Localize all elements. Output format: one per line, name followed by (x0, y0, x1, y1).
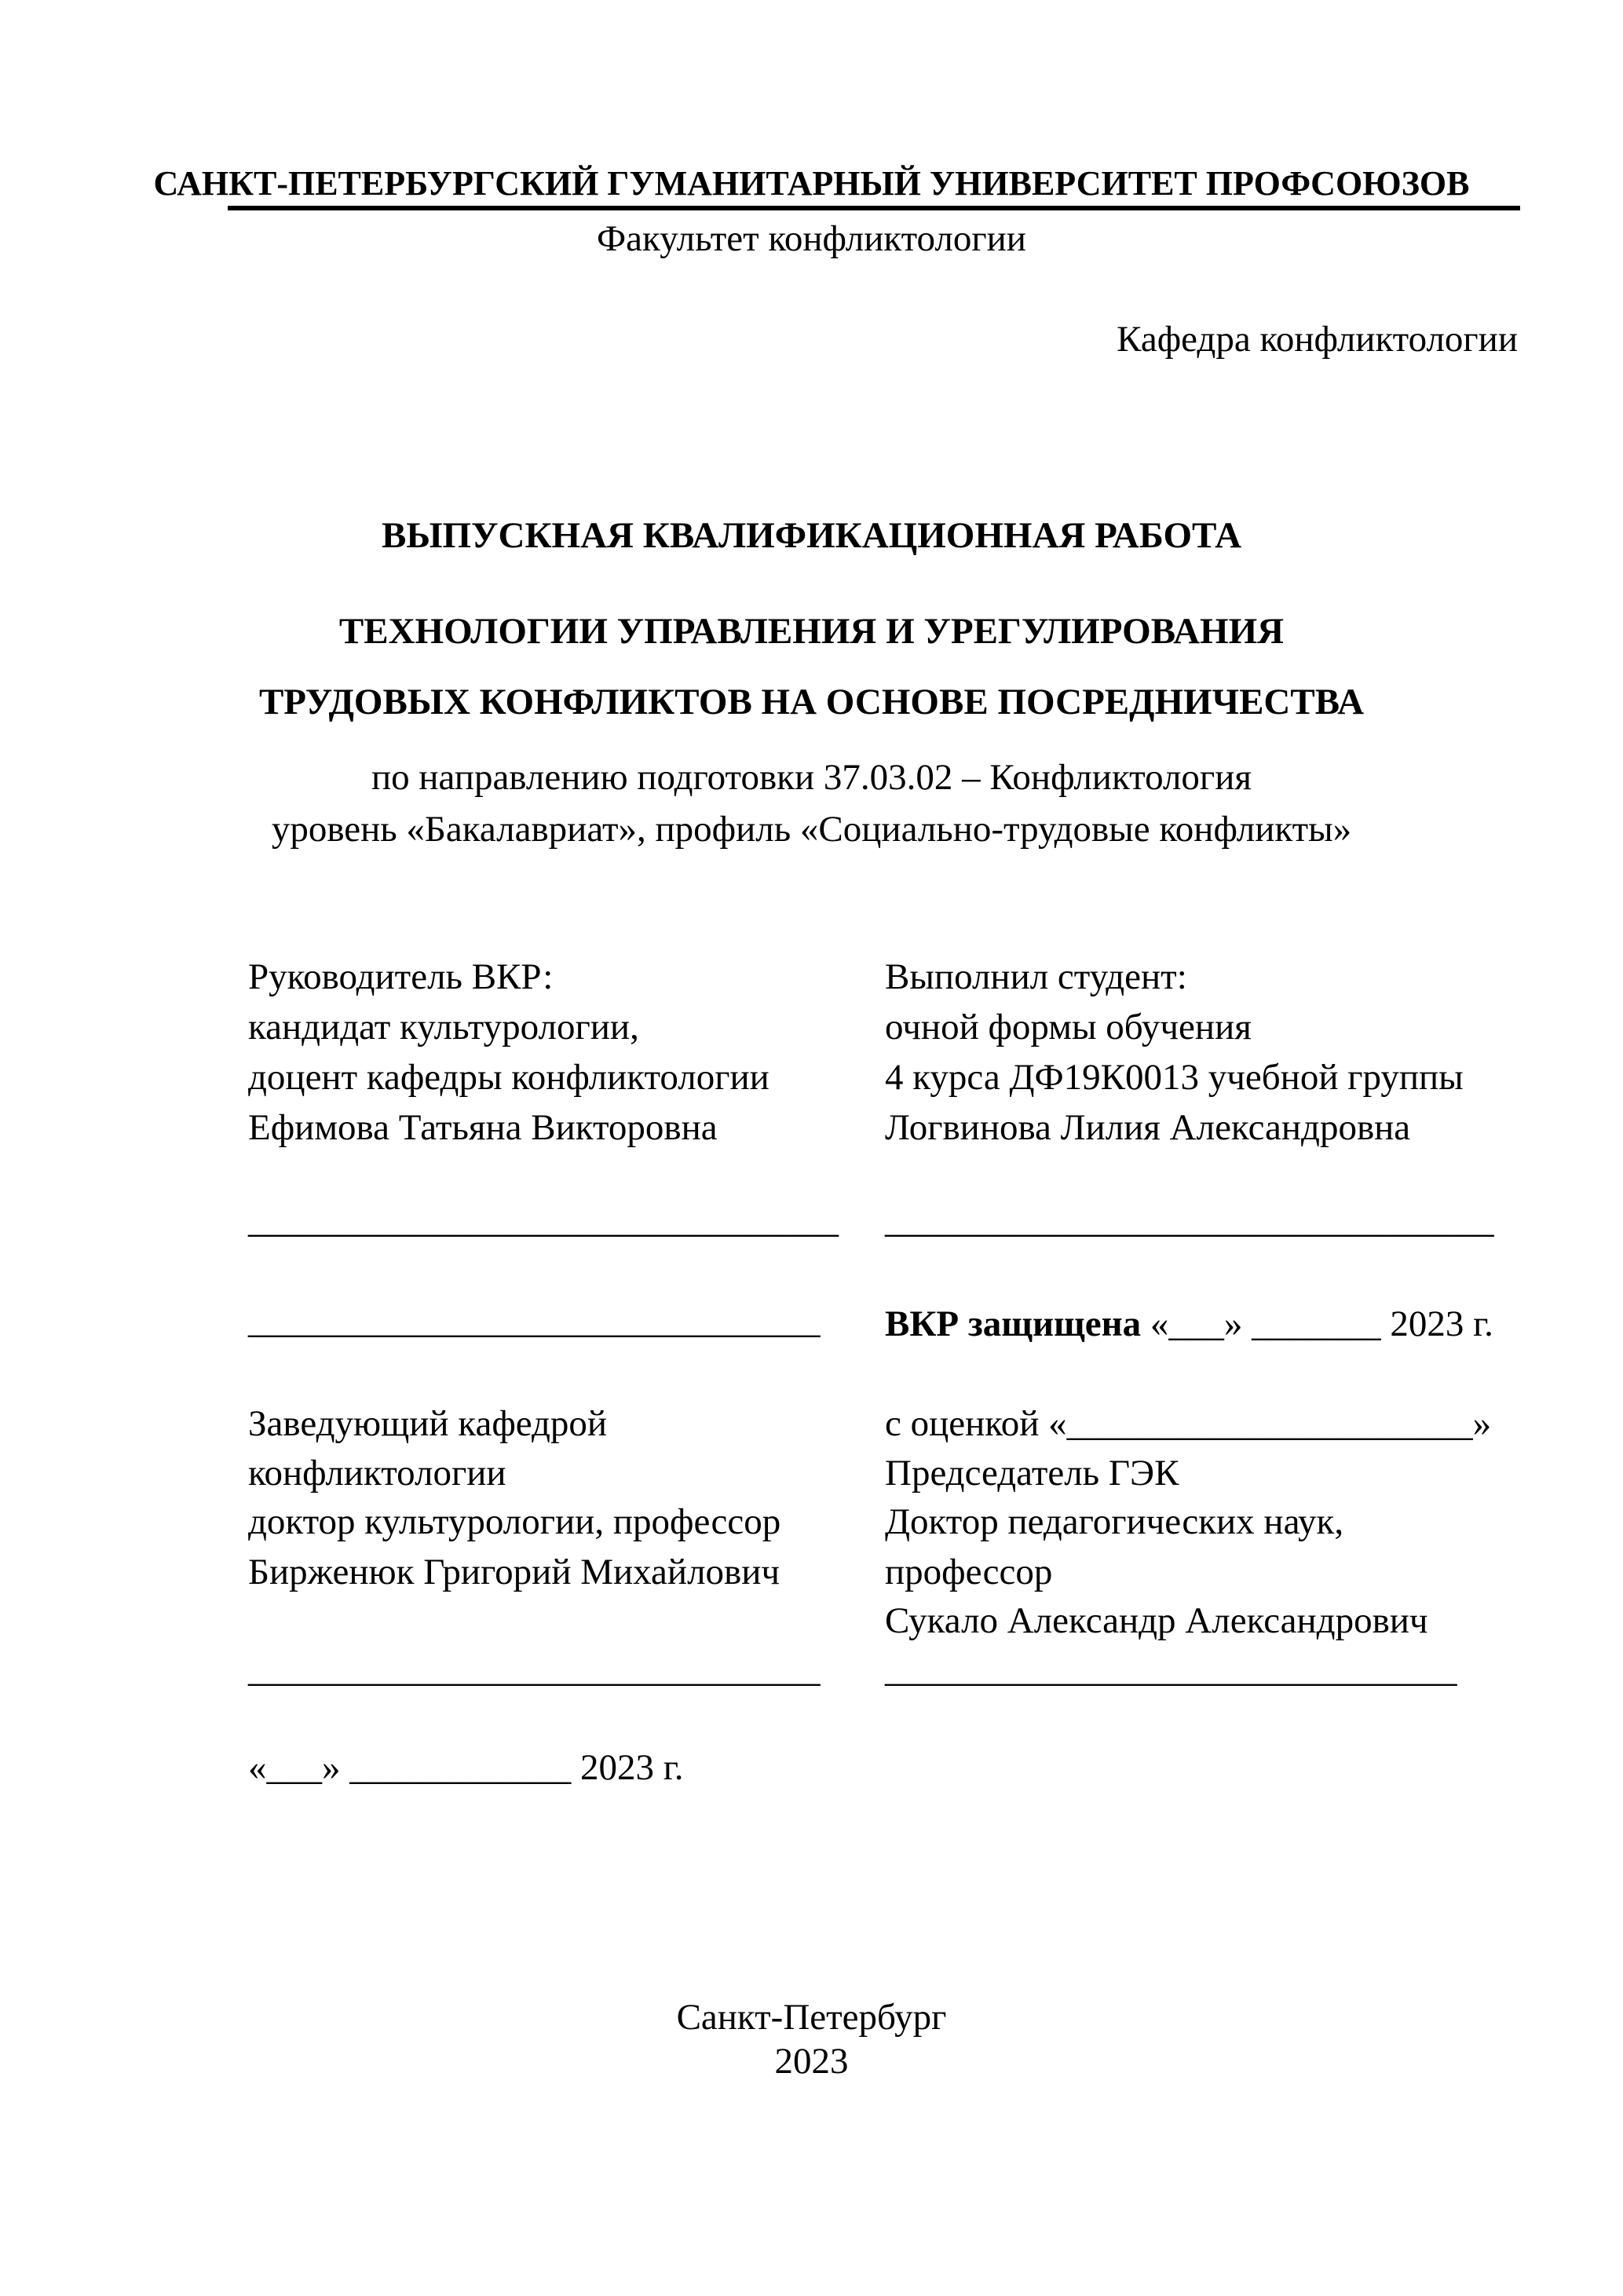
header-divider (228, 206, 1520, 210)
title-line-2: ТРУДОВЫХ КОНФЛИКТОВ НА ОСНОВЕ ПОСРЕДНИЧЕСТВА (258, 682, 1365, 722)
student-line: очной формы обучения (885, 1007, 1252, 1047)
work-type: ВЫПУСКНАЯ КВАЛИФИКАЦИОННАЯ РАБОТА (381, 515, 1242, 556)
student-name: Логвинова Лилия Александровна (885, 1107, 1411, 1148)
faculty-name: Факультет конфликтологии (597, 218, 1026, 259)
defense-date-row (885, 1299, 1493, 1349)
head-line: Заведующий кафедрой (248, 1403, 608, 1444)
head-date: «___» ____________ 2023 г. (248, 1747, 684, 1788)
defense-date: «___» _______ 2023 г. (1141, 1303, 1493, 1344)
city: Санкт-Петербург (676, 1997, 947, 2038)
student-line: Выполнил студент: (885, 956, 1187, 997)
chair-line: профессор (885, 1552, 1053, 1592)
supervisor-line: кандидат культурологии, (248, 1007, 639, 1047)
chair-line: Председатель ГЭК (885, 1453, 1179, 1493)
student-line: 4 курса ДФ19К0013 учебной группы (885, 1057, 1464, 1098)
supervisor-signature-line-2: _______________________________ (248, 1300, 821, 1341)
chair-name: Сукало Александр Александрович (885, 1600, 1428, 1641)
department-name: Кафедра конфликтологии (1117, 319, 1518, 360)
year: 2023 (774, 2041, 849, 2082)
supervisor-name: Ефимова Татьяна Викторовна (248, 1107, 718, 1148)
student-signature-line: _________________________________ (885, 1200, 1494, 1241)
chair-signature-line: _______________________________ (885, 1649, 1457, 1690)
head-signature-line: _______________________________ (248, 1649, 821, 1690)
head-name: Бирженюк Григорий Михайлович (248, 1552, 780, 1592)
level-profile: уровень «Бакалавриат», профиль «Социально-трудовые конфликты» (271, 809, 1352, 850)
direction: по направлению подготовки 37.03.02 – Конфликтология (371, 757, 1252, 798)
chair-line: Доктор педагогических наук, (885, 1501, 1344, 1542)
defense-grade: с оценкой «______________________» (885, 1403, 1492, 1444)
supervisor-line: доцент кафедры конфликтологии (248, 1057, 769, 1098)
supervisor-line: Руководитель ВКР: (248, 956, 554, 997)
head-line: доктор культурологии, профессор (248, 1501, 781, 1542)
head-line: конфликтологии (248, 1453, 506, 1493)
defense-label: ВКР защищена (885, 1303, 1142, 1344)
title-line-1: ТЕХНОЛОГИИ УПРАВЛЕНИЯ И УРЕГУЛИРОВАНИЯ (338, 611, 1285, 652)
university-name: САНКТ-ПЕТЕРБУРГСКИЙ ГУМАНИТАРНЫЙ УНИВЕРСИТЕТ ПРОФСОЮЗОВ (153, 164, 1470, 203)
supervisor-signature-line: ________________________________ (248, 1200, 839, 1241)
